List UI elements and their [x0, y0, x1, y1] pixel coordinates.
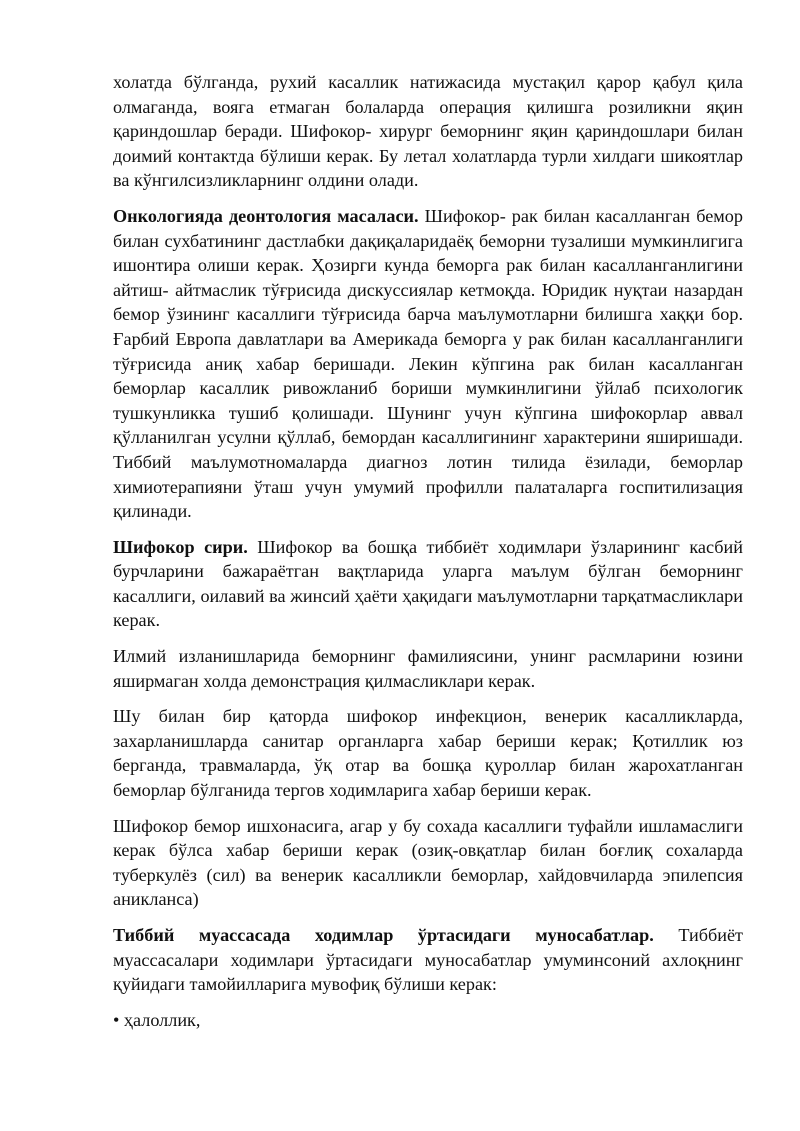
paragraph-oncology-deontology	[113, 204, 743, 524]
document-page	[113, 70, 743, 1032]
paragraph-reporting-duty	[113, 704, 743, 802]
paragraph-text: Тиббиёт муассасалари ходимлари ўртасидаги муносабатлар умуминсоний ахлоқнинг қуйидаги тамойилларига мувофиқ бўлиши керак:	[113, 925, 744, 995]
paragraph-workplace-notice	[113, 814, 743, 912]
section-heading-staff-relations: Тиббий муассасада ходимлар ўртасидаги муносабатлар.	[113, 925, 654, 945]
paragraph-research-privacy	[113, 644, 743, 693]
paragraph-text: Шифокор ва бошқа тиббиёт ходимлари ўзларининг касбий бурчларини бажараётган вақтларида уларга маълум бўлган беморнинг касаллиги, оилавий ва жинсий ҳаёти ҳақидаги маълумотларни тарқатмасликлари керак.	[113, 536, 743, 631]
paragraph-text: холатда бўлганда, рухий касаллик натижасида мустақил қарор қабул қила олмаганда, вояга етмаган болаларда операция қилишга розиликни яқин қариндошлар беради. Шифокор- хирург беморнинг яқин қариндошлари билан доимий контактда бўлиши керак. Бу летал холатларда турли хилдаги шикоятлар ва кўнгилсизликларнинг олдини олади.	[113, 72, 743, 191]
paragraph-doctor-secret	[113, 535, 743, 633]
paragraph-text: Шу билан бир қаторда шифокор инфекцион, венерик касалликларда, захарланишларда санитар органларга хабар бериши керак; Қотиллик юз берганда, травмаларда, ўқ отар ва бошқа қуроллар билан жарохатланган беморлар бўлганида тергов ходимларига хабар бериши керак.	[113, 706, 743, 801]
section-heading-doctor-secret: Шифокор сири.	[113, 536, 248, 557]
section-heading-oncology: Онкологияда деонтология масаласи.	[113, 205, 419, 226]
bullet-item-honesty: • ҳалоллик,	[113, 1009, 201, 1030]
paragraph-text: Шифокор бемор ишхонасига, агар у бу сохада касаллиги туфайли ишламаслиги керак бўлса хабар бериши керак (озиқ-овқатлар билан боғлиқ сохаларда туберкулёз (сил) ва венерик касалликли беморлар, хайдовчиларда эпилепсия аникланса)	[113, 815, 743, 910]
paragraph-consent	[113, 70, 743, 193]
paragraph-text: Шифокор- рак билан касалланган бемор билан сухбатининг дастлабки дақиқаларидаёқ беморни тузалиши мумкинлигига ишонтира олиши керак. Ҳозирги кунда беморга рак билан касалланганлигини айтиш- айтмаслик тўғрисида дискуссиялар кетмоқда. Юридик нуқтаи назардан бемор ўзининг касаллиги тўғрисида барча маълумотларни билишга хаққи бор. Ғарбий Европа давлатлари ва Америкада беморга у рак билан касалланганлиги тўғрисида аниқ хабар беришади. Лекин кўпгина рак билан касалланган беморлар касаллик ривожланиб бориши мумкинлигини ўйлаб психологик тушкунликка тушиб қолишади. Шунинг учун кўпгина шифокорлар аввал қўлланилган усулни қўллаб, бемордан касаллигининг характерини яширишади. Тиббий маълумотномаларда диагноз лотин тилида ёзилади, беморлар химиотерапияни ўташ учун умумий профилли палаталарга госпитилизация қилинади.	[113, 205, 743, 522]
paragraph-staff-relations	[113, 923, 743, 997]
paragraph-text: Илмий изланишларида беморнинг фамилиясини, унинг расмларини юзини яширмаган холда демонстрация қилмасликлари керак.	[113, 646, 743, 691]
